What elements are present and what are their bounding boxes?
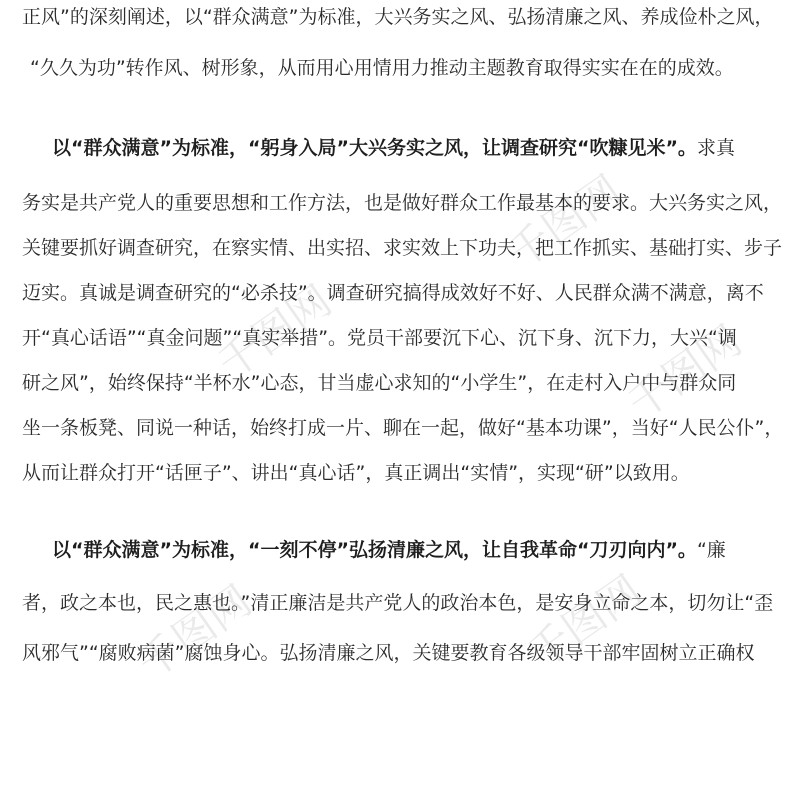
text-line	[22, 408, 800, 448]
line-text: 关键要抓好调查研究，在察实情、出实招、求实效上下功夫，把工作抓实、基础打实、步子	[22, 237, 783, 259]
text-line	[22, 633, 800, 673]
line-text: 者，政之本也，民之惠也。”清正廉洁是共产党人的政治本色，是安身立命之本，切勿让“歪	[22, 592, 774, 614]
text-line	[22, 273, 800, 313]
text-line	[22, 0, 800, 37]
text-line	[22, 583, 800, 623]
text-line	[22, 318, 800, 358]
paragraph-heading-line	[52, 128, 800, 168]
line-text: 务实是共产党人的重要思想和工作方法，也是做好群众工作最基本的要求。大兴务实之风，	[22, 192, 783, 214]
text-line	[30, 48, 800, 88]
line-text: 正风”的深刻阐述，以“群众满意”为标准，大兴务实之风、弘扬清廉之风、养成俭朴之风，	[22, 6, 774, 28]
paragraph-heading: 以“群众满意”为标准，“一刻不停”弘扬清廉之风，让自我革命“刀刃向内”。	[52, 539, 697, 561]
text-line	[22, 228, 800, 268]
line-text: “廉	[696, 539, 726, 561]
watermark: 千图网	[618, 315, 751, 429]
watermark: 千图网	[208, 275, 341, 389]
line-text: 从而让群众打开“话匣子”、讲出“真心话”，真正调出“实情”，实现“研”以致用。	[22, 462, 690, 484]
paragraph-heading-line	[52, 530, 800, 570]
line-text: 坐一条板凳、同说一种话，始终打成一片、聊在一起，做好“基本功课”，当好“人民公仆”，	[22, 417, 784, 439]
text-line	[22, 363, 800, 403]
line-text: 求真	[696, 137, 735, 159]
watermark: 千图网	[518, 565, 651, 679]
text-line	[22, 183, 800, 223]
paragraph-heading: 以“群众满意”为标准，“躬身入局”大兴务实之风，让调查研究“吹糠见米”。	[52, 137, 697, 159]
line-text: 迈实。真诚是调查研究的“必杀技”。调查研究搞得成效好不好、人民群众满不满意，离不	[22, 282, 764, 304]
line-text: “久久为功”转作风、树形象，从而用心用情用力推动主题教育取得实实在在的成效。	[30, 57, 734, 79]
text-line	[22, 453, 800, 493]
watermark: 千图网	[498, 165, 631, 279]
watermark: 千图网	[128, 575, 261, 689]
line-text: 风邪气”“腐败病菌”腐蚀身心。弘扬清廉之风，关键要教育各级领导干部牢固树立正确权	[22, 642, 755, 664]
line-text: 研之风”，始终保持“半杯水”心态，甘当虚心求知的“小学生”，在走村入户中与群众同	[22, 372, 737, 394]
line-text: 开“真心话语”“真金问题”“真实举措”。党员干部要沉下心、沉下身、沉下力，大兴“调	[22, 327, 737, 349]
